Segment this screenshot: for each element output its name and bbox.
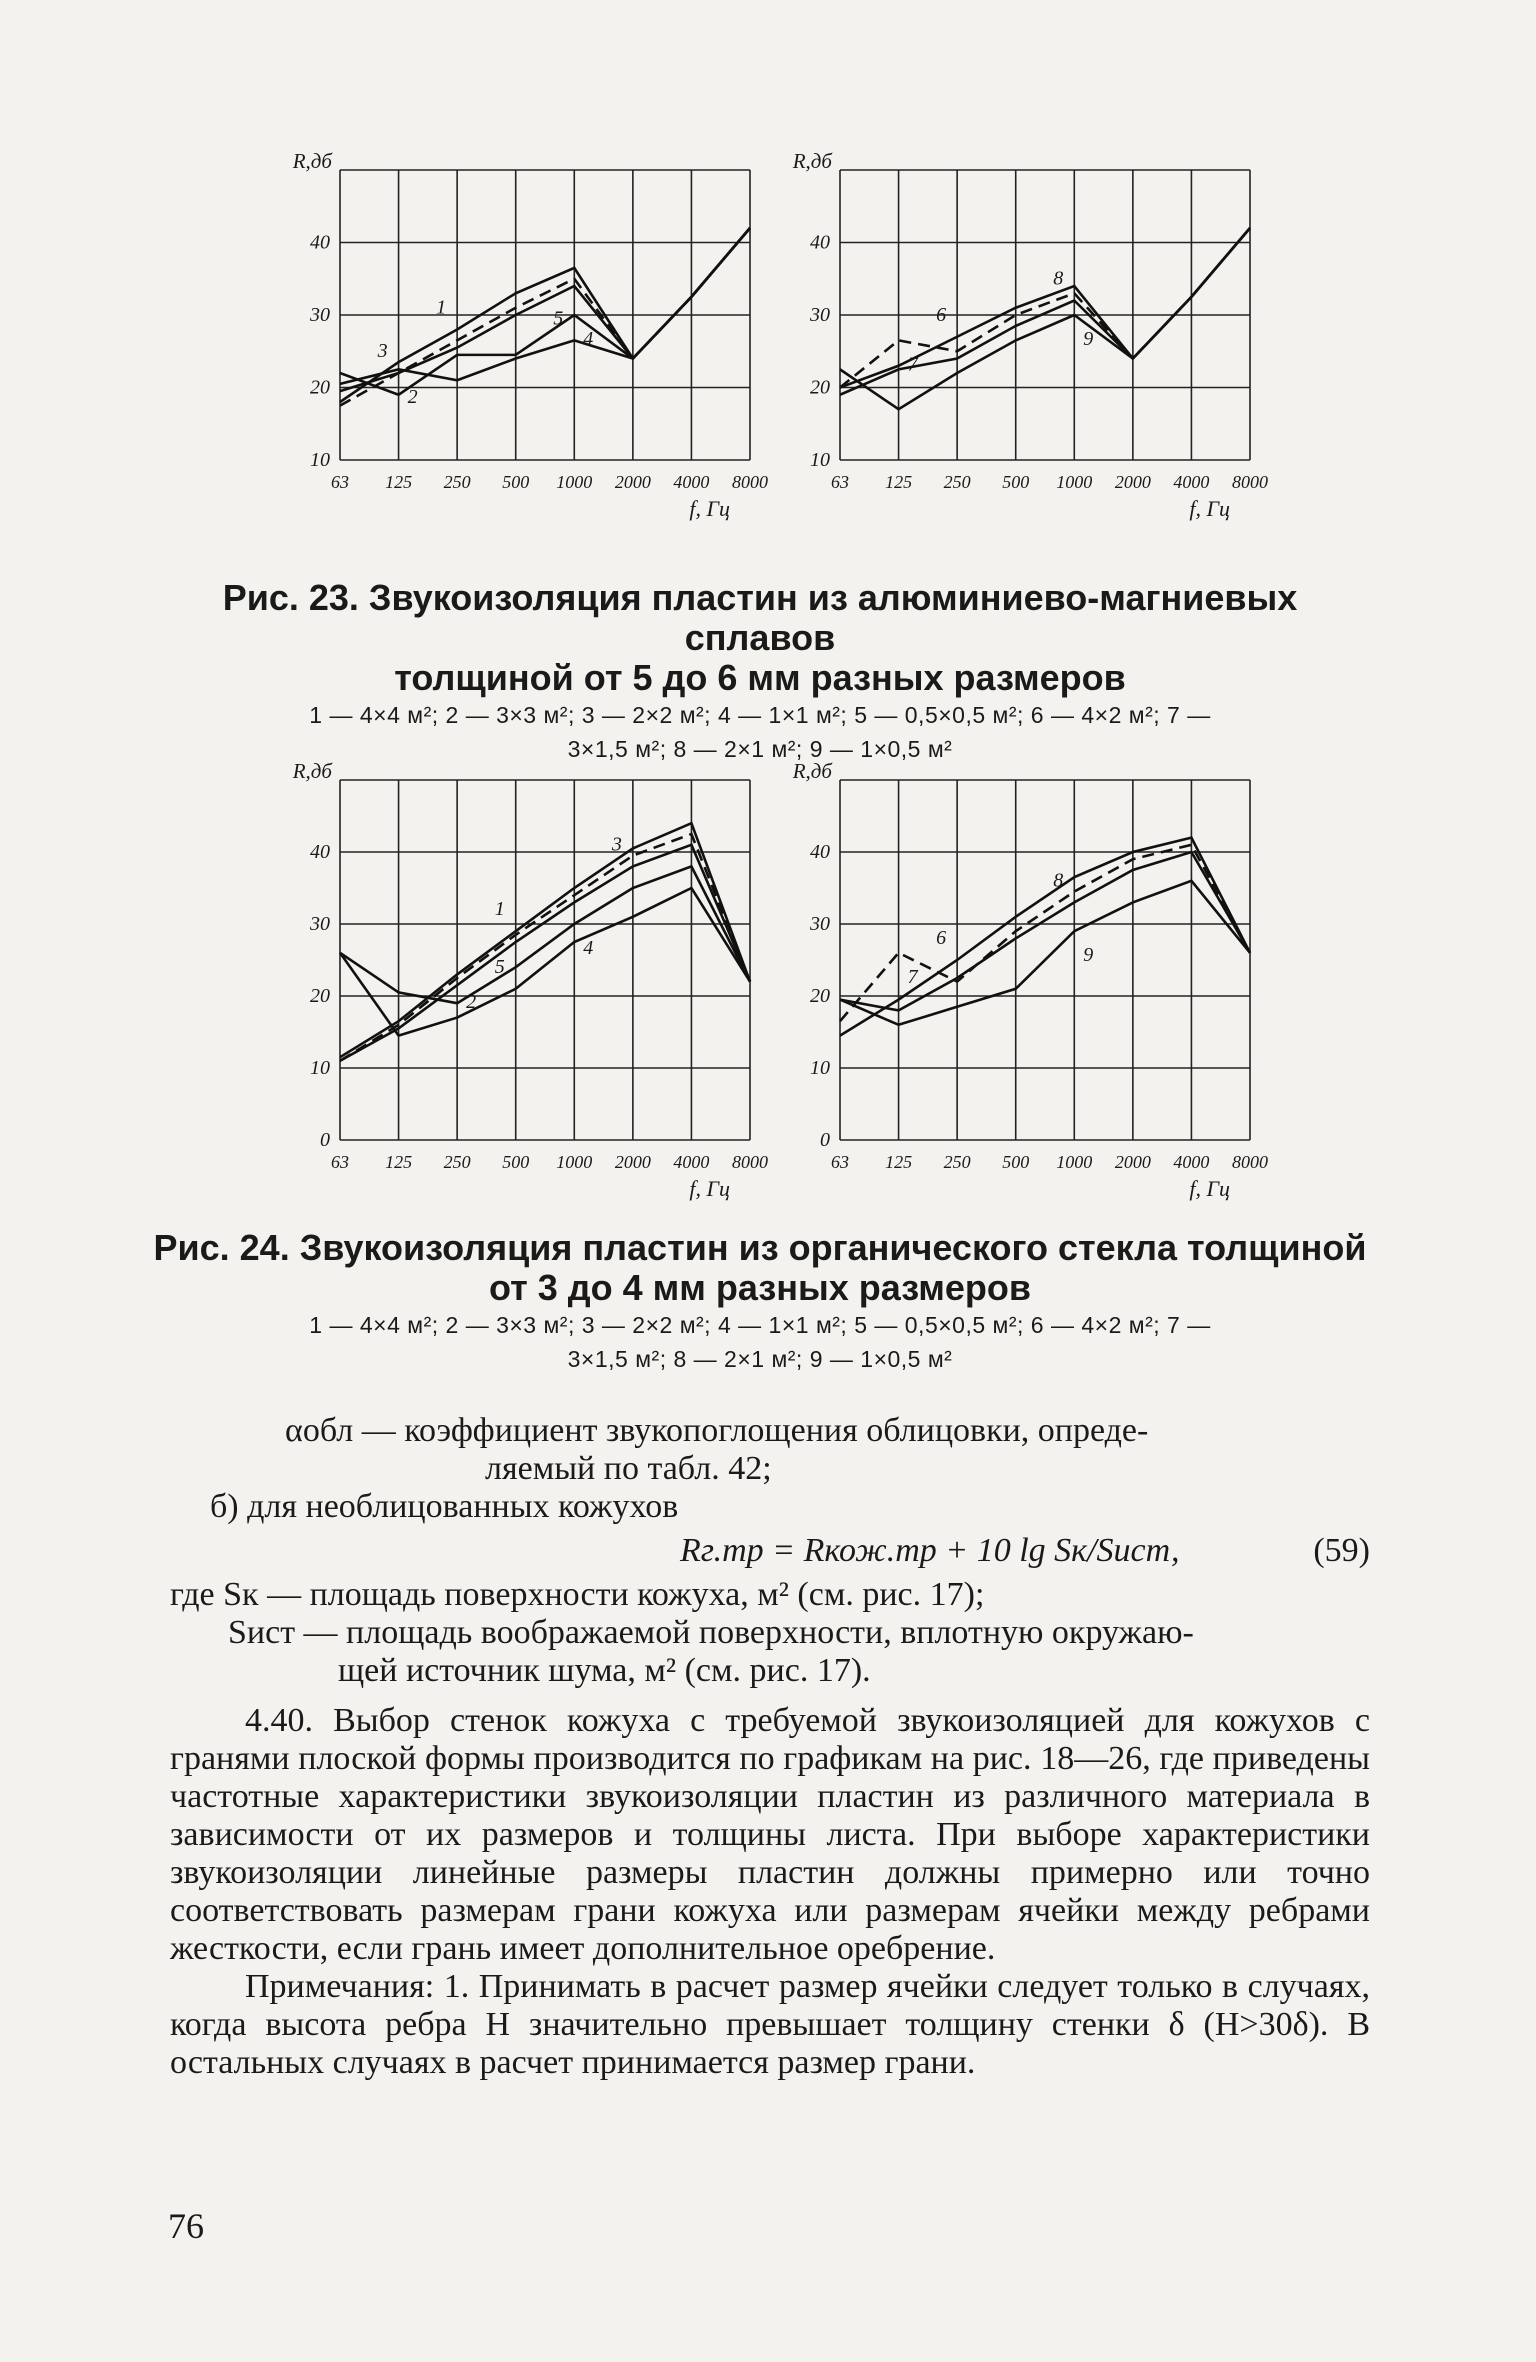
x-tick-label: 1000 [556, 472, 593, 492]
x-tick-label: 2000 [614, 1152, 651, 1172]
series-label-8: 8 [1053, 267, 1064, 290]
series-label-1: 1 [436, 296, 447, 319]
x-tick-label: 63 [331, 1152, 349, 1172]
series-label-1: 1 [494, 898, 505, 921]
fig23-right-svg [780, 149, 1268, 550]
grid [340, 780, 750, 1140]
fig23-left-chart [280, 149, 768, 550]
y-axis-label: R,дб [792, 759, 832, 783]
series-line-8 [840, 852, 1250, 1010]
fig24-legend-2: 3×1,5 м²; 8 — 2×1 м²; 9 — 1×0,5 м² [567, 1346, 953, 1372]
series-label-6: 6 [936, 303, 947, 326]
x-tick-label: 125 [885, 1152, 913, 1172]
x-axis-label: f, Гц [689, 496, 730, 521]
alpha-definition: αобл — коэффициент звукопоглощения облицовки, опреде- [285, 1412, 1149, 1449]
x-tick-label: 125 [885, 472, 913, 492]
x-tick-label: 500 [502, 1152, 530, 1172]
y-tick-label: 20 [310, 985, 330, 1007]
series-line-8 [840, 228, 1250, 395]
y-axis-label: R,дб [292, 149, 332, 173]
fig24-legend: 1 — 4×4 м²; 2 — 3×3 м²; 3 — 2×2 м²; 4 — 1×1 м²; 5 — 0,5×0,5 м²; 6 — 4×2 м²; 7 — [309, 1312, 1211, 1338]
series-label-9: 9 [1083, 944, 1094, 967]
series-label-9: 9 [1083, 328, 1094, 350]
y-tick-label: 20 [310, 376, 330, 399]
x-tick-label: 8000 [732, 1152, 768, 1172]
x-tick-label: 1000 [1056, 472, 1093, 492]
fig24-right-chart [780, 759, 1268, 1220]
x-tick-label: 1000 [1056, 1152, 1093, 1172]
x-tick-label: 2000 [1114, 472, 1151, 492]
body-text [170, 1412, 1370, 2082]
x-tick-label: 63 [331, 472, 349, 492]
x-tick-label: 125 [385, 472, 413, 492]
x-tick-label: 250 [443, 472, 471, 492]
series-line-2 [340, 228, 750, 406]
fig24-caption-title: Рис. 24. Звукоизоляция пластин из органического стекла толщиной [153, 1227, 1367, 1268]
x-tick-label: 4000 [673, 1152, 710, 1172]
x-tick-label: 500 [502, 472, 530, 492]
x-tick-label: 250 [943, 1152, 971, 1172]
x-tick-label: 4000 [1173, 1152, 1210, 1172]
series-label-6: 6 [936, 927, 947, 949]
series-line-7 [840, 845, 1250, 1021]
x-tick-label: 2000 [614, 472, 651, 492]
y-axis-label: R,дб [792, 149, 832, 173]
series-label-3: 3 [611, 833, 622, 856]
y-tick-label: 0 [320, 1129, 330, 1151]
x-tick-label: 8000 [732, 472, 768, 492]
where-sist-cont: щей источник шума, м² (см. рис. 17). [338, 1652, 871, 1689]
series-label-2: 2 [466, 991, 477, 1013]
x-tick-label: 2000 [1114, 1152, 1151, 1172]
series-label-4: 4 [583, 937, 594, 959]
note: Примечания: 1. Принимать в расчет размер ячейки следует только в случаях, когда высота ребра H значительно превышает толщину стенки δ (H>30δ). В остальных случаях в расчет принимается размер грани. [170, 1968, 1370, 2081]
y-tick-label: 40 [310, 231, 330, 254]
series-line-3 [340, 228, 750, 391]
fig23-legend-2: 3×1,5 м²; 8 — 2×1 м²; 9 — 1×0,5 м² [567, 736, 953, 762]
series-label-2: 2 [407, 386, 418, 408]
fig24-caption [150, 1228, 1370, 1376]
fig23-caption-title: Рис. 23. Звукоизоляция пластин из алюминиево-магниевых сплавов [222, 577, 1298, 658]
x-tick-label: 250 [943, 472, 971, 492]
series-label-7: 7 [907, 353, 918, 376]
series-line-4 [340, 866, 750, 1003]
page-number: 76 [168, 2206, 204, 2246]
series-label-5: 5 [553, 307, 564, 330]
paragraph-4-40: 4.40. Выбор стенок кожуха с требуемой звукоизоляцией для кожухов с гранями плоской формы производится по графикам на рис. 18—26, где приведены частотные характеристики звукоизоляции пластин из различного материала в зависимости от их размеров и толщины листа. При выборе характеристики звукоизоляции линейные размеры пластин должны примерно или точно соответствовать размерам грани кожуха или размерам ячейки между ребрами жесткости, если грань имеет дополнительное оребрение. [170, 1702, 1370, 1967]
x-axis-label: f, Гц [1189, 496, 1230, 521]
fig23-right-chart [780, 149, 1268, 550]
x-tick-label: 250 [443, 1152, 471, 1172]
x-tick-label: 125 [385, 1152, 413, 1172]
x-tick-label: 8000 [1232, 1152, 1268, 1172]
series-line-3 [340, 845, 750, 1061]
formula-number: (59) [1313, 1532, 1370, 1569]
formula-expression: Rг.тр = Rкож.тр + 10 lg Sк/Sист, [680, 1532, 1180, 1569]
item-b: б) для необлицованных кожухов [210, 1488, 679, 1525]
y-tick-label: 10 [310, 449, 330, 471]
fig24-caption-title-2: от 3 до 4 мм разных размеров [489, 1267, 1031, 1308]
series-label-5: 5 [494, 955, 505, 978]
where-sist: Sист — площадь воображаемой поверхности, вплотную окружаю- [228, 1614, 1194, 1651]
fig24-right-svg [780, 759, 1268, 1220]
series-label-8: 8 [1053, 869, 1064, 892]
fig24-left-chart [280, 759, 768, 1220]
y-tick-label: 20 [810, 376, 830, 399]
where-sk: где Sк — площадь поверхности кожуха, м² (см. рис. 17); [170, 1576, 985, 1613]
series-label-3: 3 [377, 340, 388, 362]
series-line-6 [840, 228, 1250, 388]
x-axis-label: f, Гц [689, 1176, 730, 1201]
x-tick-label: 500 [1002, 1152, 1030, 1172]
grid [840, 170, 1250, 460]
series-line-9 [840, 228, 1250, 409]
fig23-caption-title-2: толщиной от 5 до 6 мм разных размеров [394, 657, 1126, 698]
y-tick-label: 40 [810, 231, 830, 254]
fig23-left-svg [280, 149, 768, 550]
y-tick-label: 10 [810, 1057, 830, 1079]
series-line-6 [840, 838, 1250, 1036]
x-tick-label: 63 [831, 1152, 849, 1172]
y-tick-label: 20 [810, 985, 830, 1007]
y-tick-label: 30 [810, 304, 830, 326]
grid [340, 170, 750, 460]
x-tick-label: 4000 [1173, 472, 1210, 492]
fig23-caption [150, 578, 1370, 766]
series-label-4: 4 [583, 328, 594, 350]
y-axis-label: R,дб [292, 759, 332, 783]
series-label-7: 7 [907, 965, 918, 988]
y-tick-label: 10 [310, 1057, 330, 1079]
x-tick-label: 63 [831, 472, 849, 492]
y-tick-label: 30 [310, 913, 330, 935]
x-tick-label: 8000 [1232, 472, 1268, 492]
alpha-definition-cont: ляемый по табл. 42; [485, 1450, 772, 1487]
y-tick-label: 0 [820, 1129, 830, 1151]
x-tick-label: 500 [1002, 472, 1030, 492]
series-line-9 [840, 881, 1250, 1025]
y-tick-label: 40 [310, 841, 330, 863]
x-axis-label: f, Гц [1189, 1176, 1230, 1201]
y-tick-label: 30 [310, 304, 330, 326]
series-line-1 [340, 823, 750, 1057]
y-tick-label: 30 [810, 913, 830, 935]
y-tick-label: 40 [810, 841, 830, 863]
fig23-legend: 1 — 4×4 м²; 2 — 3×3 м²; 3 — 2×2 м²; 4 — 1×1 м²; 5 — 0,5×0,5 м²; 6 — 4×2 м²; 7 — [309, 702, 1211, 728]
y-tick-label: 10 [810, 449, 830, 471]
x-tick-label: 4000 [673, 472, 710, 492]
fig24-left-svg [280, 759, 768, 1220]
formula-59 [170, 1532, 1370, 1570]
x-tick-label: 1000 [556, 1152, 593, 1172]
